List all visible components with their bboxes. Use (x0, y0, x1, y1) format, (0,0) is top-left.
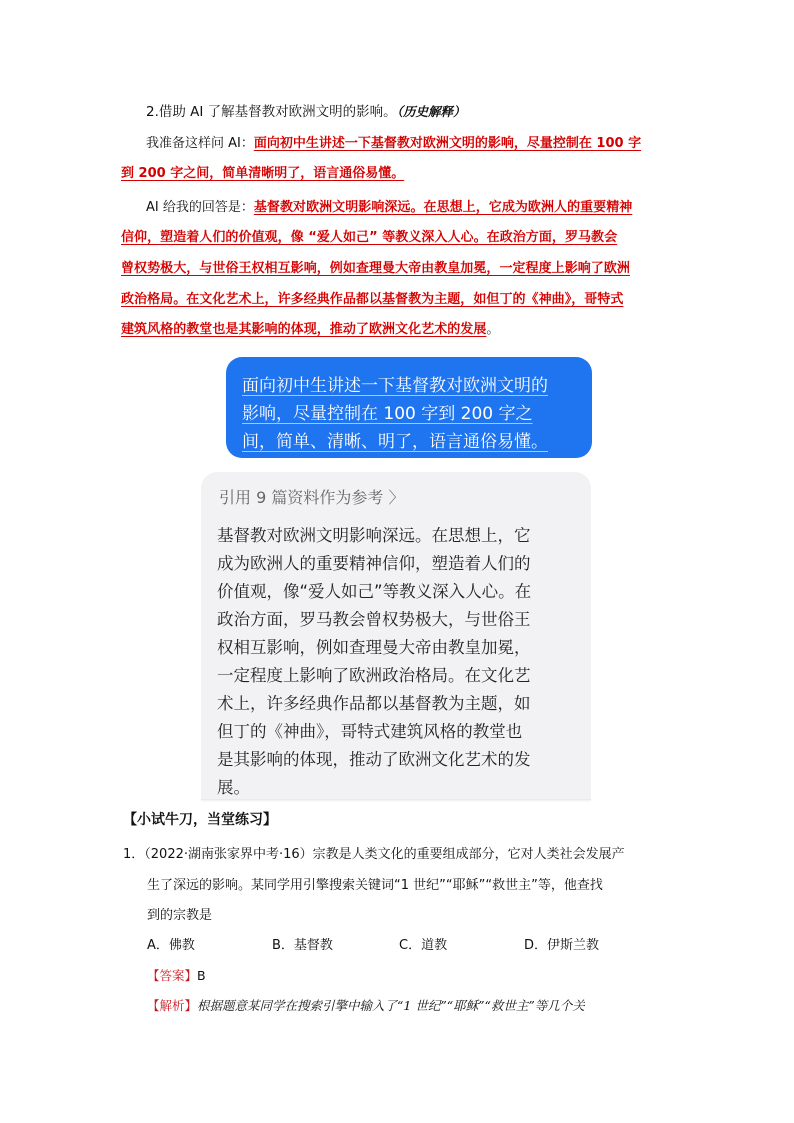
answer-paragraph (146, 196, 632, 215)
question-tag: （历史解释） (396, 104, 466, 119)
ai-response-line: 展。 (217, 778, 250, 797)
option-d: D．伊斯兰教 (524, 938, 600, 953)
user-message-line: 影响，尽量控制在 100 字到 200 字之 (242, 404, 533, 424)
question-heading (146, 100, 465, 120)
ai-response-line: 基督教对欧洲文明影响深远。在思想上，它 (217, 526, 531, 545)
ai-response-line: 术上，许多经典作品都以基督教为主题，如 (217, 694, 531, 713)
user-message-line: 面向初中生讲述一下基督教对欧洲文明的 (242, 376, 548, 396)
prompt-paragraph (146, 132, 641, 151)
answer-line-3-row (121, 257, 630, 276)
answer-line-4-row (121, 288, 623, 307)
ai-response-bubble (201, 472, 591, 802)
answer-line-2: 信仰，塑造着人们的价值观，像 “爱人如己” 等教义深入人心。在政治方面，罗马教会 (121, 230, 618, 245)
practice-question-line: 生了深远的影响。某同学用引擎搜索关键词“1 世纪”“耶稣”“救世主”等，他查找 (147, 878, 603, 893)
practice-question-line: 到的宗教是 (147, 908, 213, 923)
ai-response-line: 是其影响的体现，推动了欧洲文化艺术的发 (217, 750, 531, 769)
answer-line-1: 基督教对欧洲文明影响深远。在思想上，它成为欧洲人的重要精神 (253, 200, 633, 215)
answer-line-4: 政治格局。在文化艺术上，许多经典作品都以基督教为主题，如但丁的《神曲》，哥特式 (121, 292, 624, 307)
user-message-bubble (226, 357, 592, 458)
ai-response-line: 权相互影响，例如查理曼大帝由教皇加冕， (217, 638, 531, 657)
answer-row (147, 966, 206, 984)
answer-value: B (197, 968, 206, 983)
bubble-fade (201, 799, 591, 802)
answer-line-3: 曾权势极大，与世俗王权相互影响，例如查理曼大帝由教皇加冕，一定程度上影响了欧洲 (121, 261, 630, 276)
reference-link[interactable]: 引用 9 篇资料作为参考 〉 (219, 488, 405, 507)
option-b: B．基督教 (272, 938, 333, 953)
answer-line-5: 建筑风格的教堂也是其影响的体现，推动了欧洲文化艺术的发展 (121, 322, 487, 337)
answer-label: 【答案】 (147, 968, 198, 983)
answer-line-5-row (121, 318, 499, 337)
ai-response-line: 但丁的《神曲》，哥特式建筑风格的教堂也 (217, 722, 523, 741)
explanation-row (147, 996, 585, 1014)
answer-line-2-row (121, 226, 617, 245)
practice-heading: 【小试牛刀，当堂练习】 (123, 812, 277, 828)
ai-response-line: 政治方面，罗马教会曾权势极大，与世俗王 (217, 610, 531, 629)
answer-end: 。 (486, 322, 500, 337)
question-number-text: 2.借助 AI 了解基督教对欧洲文明的影响。 (146, 104, 397, 120)
ai-response-line: 成为欧洲人的重要精神信仰，塑造着人们的 (217, 554, 531, 573)
ai-response-line: 一定程度上影响了欧洲政治格局。在文化艺 (217, 666, 531, 685)
explanation-text: 根据题意某同学在搜索引擎中输入了“1 世纪”“耶稣”“救世主”等几个关 (197, 998, 585, 1013)
option-c: C．道教 (399, 938, 448, 953)
explanation-label: 【解析】 (147, 998, 198, 1013)
user-message-line: 间，简单、清晰、明了，语言通俗易懂。 (242, 432, 548, 452)
answer-lead: AI 给我的回答是： (146, 200, 254, 215)
prompt-line-2-row (121, 162, 404, 181)
prompt-line-1: 面向初中生讲述一下基督教对欧洲文明的影响，尽量控制在 100 字 (253, 136, 642, 151)
prompt-lead: 我准备这样问 AI： (146, 136, 254, 151)
prompt-line-2: 到 200 字之间，简单清晰明了，语言通俗易懂。 (121, 166, 405, 181)
option-a: A．佛教 (147, 938, 195, 953)
ai-response-line: 价值观，像“爱人如己”等教义深入人心。在 (217, 582, 532, 601)
practice-question-line: 1．（2022·湖南张家界中考·16）宗教是人类文化的重要组成部分，它对人类社会发展产 (123, 847, 625, 862)
